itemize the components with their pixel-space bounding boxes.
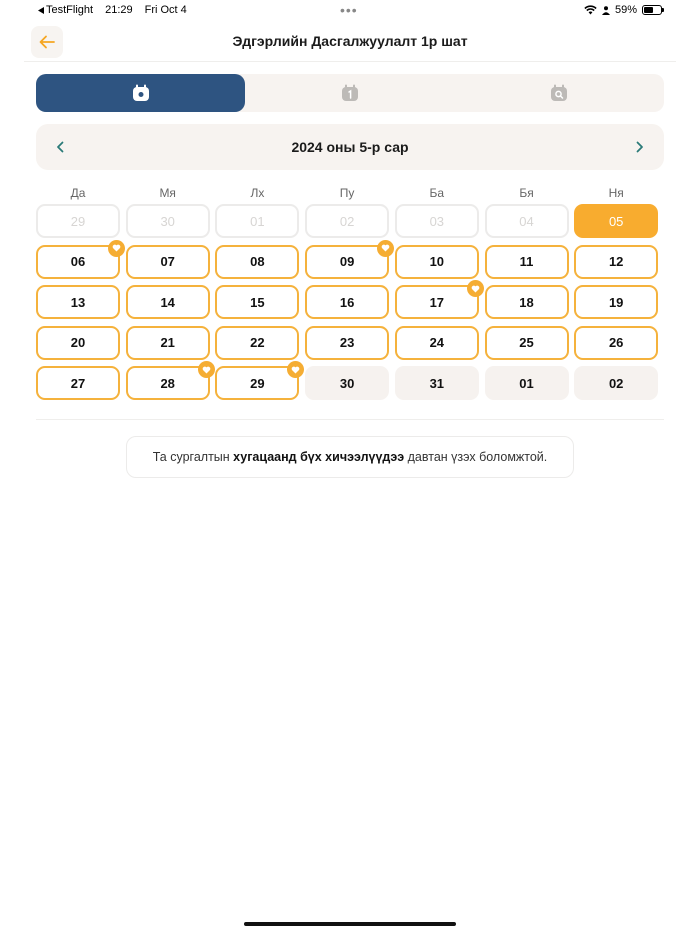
calendar-day[interactable] — [305, 245, 389, 279]
calendar-day-number: 27 — [70, 375, 86, 391]
weekday-label: Мя — [159, 186, 176, 200]
calendar-day-number: 31 — [429, 375, 445, 391]
calendar-day-number: 03 — [429, 213, 445, 229]
person-icon — [602, 6, 610, 15]
calendar-grid — [36, 204, 664, 404]
wifi-icon — [584, 5, 597, 15]
calendar-day[interactable] — [395, 326, 479, 360]
calendar-day-number: 12 — [608, 254, 624, 270]
weekday-label: Ня — [608, 186, 624, 200]
calendar-day[interactable] — [36, 326, 120, 360]
calendar-day-number: 13 — [70, 294, 86, 310]
calendar-heart-icon — [132, 84, 150, 102]
calendar-day-number: 29 — [250, 375, 265, 391]
calendar-day[interactable] — [215, 326, 299, 360]
calendar-day-number: 07 — [160, 254, 175, 270]
tab-calendar-month[interactable] — [36, 74, 245, 112]
calendar-day — [395, 204, 479, 238]
calendar-day-number: 25 — [519, 335, 534, 351]
calendar-day-number: 09 — [339, 254, 355, 270]
header — [24, 24, 676, 62]
calendar-day[interactable] — [215, 366, 299, 400]
weekday-label: Да — [70, 186, 86, 200]
battery-icon — [642, 5, 662, 15]
calendar-day[interactable] — [305, 366, 389, 400]
calendar-day — [305, 204, 389, 238]
weekday-label: Бя — [519, 186, 534, 200]
calendar-day-number: 17 — [429, 294, 445, 310]
calendar-day[interactable] — [36, 285, 120, 319]
calendar-day[interactable] — [395, 285, 479, 319]
info-text-suffix: давтан үзэх боломжтой. — [404, 450, 548, 464]
calendar-day-number: 18 — [519, 294, 534, 310]
calendar-day[interactable] — [126, 366, 210, 400]
info-message — [126, 436, 574, 478]
calendar-day[interactable] — [485, 326, 569, 360]
calendar-day-number: 11 — [519, 254, 534, 270]
tab-calendar-day[interactable] — [245, 74, 454, 112]
calendar-day-number: 06 — [70, 254, 86, 270]
calendar-day-number: 08 — [250, 254, 265, 270]
weekday-label: Лх — [250, 186, 265, 200]
info-text-bold: хугацаанд бүх хичээлүүдээ — [233, 450, 405, 464]
calendar-day[interactable] — [395, 245, 479, 279]
calendar-day-number: 16 — [339, 294, 355, 310]
calendar-day[interactable] — [305, 285, 389, 319]
calendar-day-number: 19 — [608, 294, 624, 310]
calendar-search-icon — [550, 84, 568, 102]
calendar-day-number: 29 — [70, 213, 86, 229]
calendar-day[interactable] — [36, 245, 120, 279]
calendar-day[interactable] — [485, 366, 569, 400]
calendar-day[interactable] — [36, 366, 120, 400]
calendar-day-number: 30 — [339, 375, 355, 391]
calendar-day-number: 28 — [160, 375, 175, 391]
back-app-label: TestFlight — [46, 4, 94, 16]
calendar-day-number: 15 — [250, 294, 265, 310]
calendar-day-number: 24 — [429, 335, 445, 351]
weekday-label: Ба — [429, 186, 445, 200]
next-month-button[interactable] — [630, 137, 650, 157]
calendar-day[interactable] — [485, 285, 569, 319]
divider — [36, 419, 664, 420]
calendar-day-number: 20 — [70, 335, 86, 351]
calendar-day[interactable] — [574, 245, 658, 279]
triangle-left-icon — [38, 7, 44, 14]
calendar-day[interactable] — [215, 285, 299, 319]
calendar-day[interactable] — [574, 204, 658, 238]
weekday-header — [36, 186, 664, 202]
calendar-day[interactable] — [574, 326, 658, 360]
calendar-day-number: 23 — [339, 335, 355, 351]
calendar-day[interactable] — [395, 366, 479, 400]
info-text-prefix: Та сургалтын — [152, 450, 234, 464]
heart-badge-icon — [198, 361, 215, 378]
calendar-day-number: 02 — [608, 375, 624, 391]
month-title: 2024 оны 5-р сар — [291, 139, 409, 155]
status-date: Fri Oct 4 — [144, 4, 187, 16]
calendar-day — [485, 204, 569, 238]
calendar-day[interactable] — [485, 245, 569, 279]
calendar-day[interactable] — [126, 285, 210, 319]
month-navigator — [36, 124, 664, 170]
calendar-day-number: 26 — [608, 335, 624, 351]
heart-badge-icon — [287, 361, 304, 378]
calendar-day-number: 05 — [608, 213, 624, 229]
calendar-day[interactable] — [305, 326, 389, 360]
calendar-day[interactable] — [126, 245, 210, 279]
calendar-day[interactable] — [574, 366, 658, 400]
heart-badge-icon — [377, 240, 394, 257]
calendar-day[interactable] — [126, 326, 210, 360]
multitasking-dots-icon[interactable]: ••• — [340, 2, 358, 18]
calendar-day-icon — [341, 84, 359, 102]
calendar-day-number: 22 — [250, 335, 265, 351]
heart-badge-icon — [467, 280, 484, 297]
back-to-app[interactable] — [38, 4, 93, 16]
calendar-day-number: 10 — [429, 254, 445, 270]
heart-badge-icon — [108, 240, 125, 257]
calendar-day — [215, 204, 299, 238]
calendar-day-number: 04 — [519, 213, 534, 229]
calendar-day — [36, 204, 120, 238]
calendar-day-number: 21 — [160, 335, 175, 351]
home-indicator — [244, 922, 456, 926]
calendar-day[interactable] — [574, 285, 658, 319]
chevron-right-icon — [636, 141, 644, 153]
status-time: 21:29 — [105, 4, 133, 16]
status-bar — [0, 0, 700, 20]
calendar-day[interactable] — [215, 245, 299, 279]
page-title: Эдгэрлийн Дасгалжуулалт 1р шат — [232, 33, 468, 49]
battery-percentage: 59% — [614, 4, 637, 16]
calendar-day-number: 01 — [250, 213, 265, 229]
calendar-day-number: 14 — [160, 294, 175, 310]
calendar-day-number: 02 — [339, 213, 355, 229]
view-tabs — [36, 74, 664, 112]
battery-level — [644, 7, 653, 13]
calendar-day — [126, 204, 210, 238]
calendar-day-number: 30 — [160, 213, 175, 229]
weekday-label: Пу — [339, 186, 355, 200]
calendar-day-number: 01 — [519, 375, 534, 391]
tab-calendar-search[interactable] — [455, 74, 664, 112]
